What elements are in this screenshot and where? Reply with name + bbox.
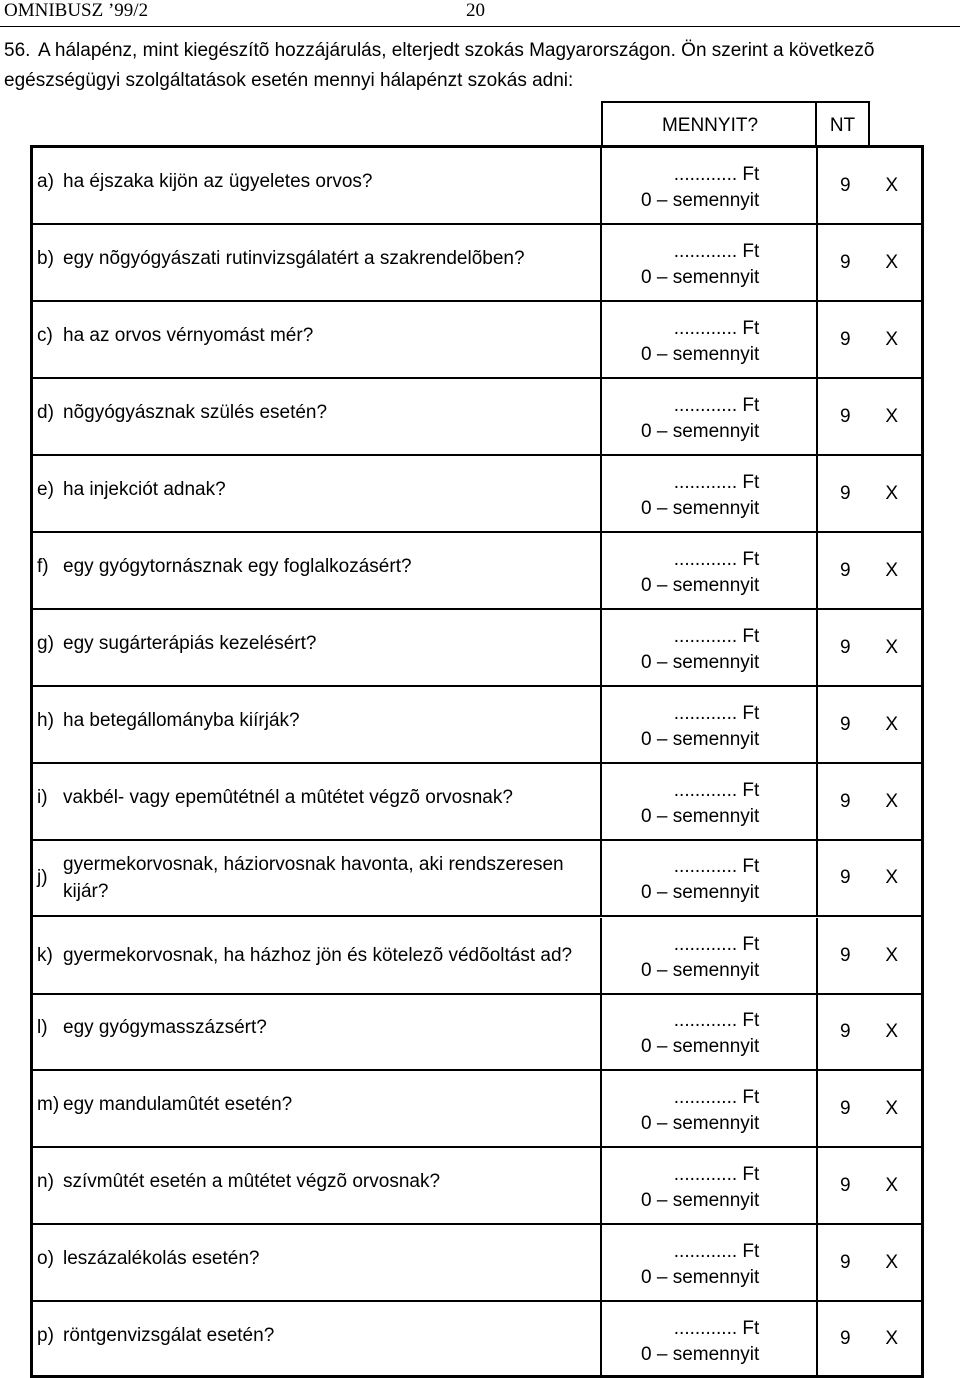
code-9[interactable]: 9 — [840, 944, 851, 966]
item-letter: m) — [37, 1094, 60, 1115]
item-label — [37, 764, 597, 839]
item-letter: k) — [37, 945, 53, 966]
column-divider — [600, 918, 602, 993]
item-letter: h) — [37, 710, 54, 731]
code-x[interactable]: X — [885, 1174, 898, 1196]
item-letter: c) — [37, 325, 53, 346]
item-label — [37, 456, 597, 531]
column-divider — [816, 1071, 818, 1146]
item-letter: f) — [37, 556, 49, 577]
code-9[interactable]: 9 — [840, 1020, 851, 1042]
item-letter: b) — [37, 248, 54, 269]
amount-field[interactable] — [641, 624, 759, 676]
amount-ft: ............ Ft — [673, 1010, 760, 1031]
header-divider — [0, 26, 960, 27]
column-divider — [600, 994, 602, 1069]
amount-ft: ............ Ft — [673, 164, 760, 185]
code-9[interactable]: 9 — [840, 713, 851, 735]
code-x[interactable]: X — [885, 559, 898, 581]
table-row — [33, 302, 921, 379]
publication-title: OMNIBUSZ ’99/2 — [4, 0, 149, 21]
column-divider — [816, 687, 818, 762]
amount-field[interactable] — [641, 1008, 759, 1060]
questionnaire-table — [30, 145, 924, 1378]
column-divider — [816, 840, 818, 915]
amount-field[interactable] — [641, 470, 759, 522]
column-divider — [816, 148, 818, 223]
code-9[interactable]: 9 — [840, 1251, 851, 1273]
item-label — [37, 1071, 597, 1146]
item-label — [37, 1302, 597, 1375]
nt-codes — [836, 1148, 916, 1223]
column-divider — [816, 610, 818, 685]
amount-zero-option[interactable]: 0 – semennyit — [641, 729, 760, 750]
amount-zero-option[interactable]: 0 – semennyit — [641, 882, 760, 903]
nt-codes — [836, 1225, 916, 1300]
amount-zero-option[interactable]: 0 – semennyit — [641, 1190, 760, 1211]
item-label — [37, 533, 597, 608]
amount-ft: ............ Ft — [673, 1318, 760, 1339]
item-text: egy mandulamûtét esetén? — [63, 1094, 293, 1115]
item-text: vakbél- vagy epemûtétnél a mûtétet végzõ orvosnak? — [63, 787, 513, 808]
amount-ft: ............ Ft — [673, 472, 760, 493]
code-x[interactable]: X — [885, 328, 898, 350]
item-text: szívmûtét esetén a mûtétet végzõ orvosnak? — [63, 1171, 441, 1192]
column-divider — [600, 533, 602, 608]
amount-ft: ............ Ft — [673, 241, 760, 262]
table-row — [33, 1148, 921, 1225]
column-header-nt: NT — [815, 101, 870, 146]
table-row — [33, 225, 921, 302]
column-divider — [600, 302, 602, 377]
item-text: egy sugárterápiás kezelésért? — [63, 633, 317, 654]
column-divider — [816, 379, 818, 454]
amount-zero-option[interactable]: 0 – semennyit — [641, 421, 760, 442]
code-x[interactable]: X — [885, 1020, 898, 1042]
table-row — [33, 148, 921, 225]
column-divider — [816, 302, 818, 377]
item-letter: i) — [37, 787, 48, 808]
amount-field[interactable] — [641, 1162, 759, 1214]
item-text: egy gyógytornásznak egy foglalkozásért? — [63, 556, 412, 577]
question-text: A hálapénz, mint kiegészítõ hozzájárulás, elterjedt szokás Magyarországon. Ön szerint a következõ egészségügyi szolgáltatások esetén mennyi hálapénzt szokás adni: — [4, 40, 875, 91]
amount-zero-option[interactable]: 0 – semennyit — [641, 498, 760, 519]
column-divider — [816, 1302, 818, 1375]
amount-field[interactable] — [641, 316, 759, 368]
code-x[interactable]: X — [885, 866, 898, 888]
nt-codes — [836, 456, 916, 531]
item-text: ha éjszaka kijön az ügyeletes orvos? — [63, 171, 373, 192]
column-divider — [816, 918, 818, 993]
code-9[interactable]: 9 — [840, 866, 851, 888]
code-x[interactable]: X — [885, 1327, 898, 1349]
item-text: leszázalékolás esetén? — [63, 1248, 260, 1269]
amount-zero-option[interactable]: 0 – semennyit — [641, 1344, 760, 1365]
column-divider — [816, 764, 818, 839]
table-row — [33, 1071, 921, 1148]
amount-field[interactable] — [641, 547, 759, 599]
table-row — [33, 456, 921, 533]
column-divider — [600, 1148, 602, 1223]
code-x[interactable]: X — [885, 790, 898, 812]
item-text: ha betegállományba kiírják? — [63, 710, 300, 731]
column-divider — [600, 610, 602, 685]
nt-codes — [836, 687, 916, 762]
amount-zero-option[interactable]: 0 – semennyit — [641, 1036, 760, 1057]
amount-ft: ............ Ft — [673, 780, 760, 801]
page-number: 20 — [466, 0, 485, 21]
nt-codes — [836, 994, 916, 1069]
column-divider — [600, 840, 602, 915]
item-letter: j) — [37, 867, 48, 888]
item-letter: a) — [37, 171, 54, 192]
code-x[interactable]: X — [885, 174, 898, 196]
amount-ft: ............ Ft — [673, 703, 760, 724]
item-label — [37, 918, 597, 993]
amount-zero-option[interactable]: 0 – semennyit — [641, 652, 760, 673]
column-divider — [600, 764, 602, 839]
item-text: röntgenvizsgálat esetén? — [63, 1325, 275, 1346]
table-row — [33, 1225, 921, 1302]
code-x[interactable]: X — [885, 251, 898, 273]
item-letter: g) — [37, 633, 54, 654]
column-divider — [816, 1148, 818, 1223]
item-label — [37, 840, 597, 915]
amount-zero-option[interactable]: 0 – semennyit — [641, 575, 760, 596]
column-divider — [600, 1302, 602, 1375]
item-label — [37, 379, 597, 454]
question-number: 56. — [4, 40, 31, 61]
code-x[interactable]: X — [885, 636, 898, 658]
table-row — [33, 994, 921, 1071]
nt-codes — [836, 379, 916, 454]
amount-zero-option[interactable]: 0 – semennyit — [641, 190, 760, 211]
nt-codes — [836, 533, 916, 608]
code-9[interactable]: 9 — [840, 790, 851, 812]
item-text: egy nõgyógyászati rutinvizsgálatért a szakrendelõben? — [63, 248, 525, 269]
item-letter: l) — [37, 1017, 48, 1038]
amount-zero-option[interactable]: 0 – semennyit — [641, 344, 760, 365]
table-row — [33, 840, 921, 917]
amount-field[interactable] — [641, 1316, 759, 1368]
table-row — [33, 610, 921, 687]
column-header-amount: MENNYIT? — [601, 101, 817, 146]
nt-codes — [836, 1071, 916, 1146]
amount-ft: ............ Ft — [673, 626, 760, 647]
amount-field[interactable] — [641, 932, 759, 984]
item-letter: o) — [37, 1248, 54, 1269]
nt-codes — [836, 1302, 916, 1375]
item-letter: e) — [37, 479, 54, 500]
code-9[interactable]: 9 — [840, 405, 851, 427]
item-label — [37, 687, 597, 762]
amount-field[interactable] — [641, 1239, 759, 1291]
item-label — [37, 1225, 597, 1300]
amount-field[interactable] — [641, 778, 759, 830]
amount-ft: ............ Ft — [673, 1241, 760, 1262]
code-9[interactable]: 9 — [840, 636, 851, 658]
column-divider — [816, 225, 818, 300]
amount-field[interactable] — [641, 1085, 759, 1137]
code-x[interactable]: X — [885, 405, 898, 427]
amount-zero-option[interactable]: 0 – semennyit — [641, 1267, 760, 1288]
column-divider — [600, 148, 602, 223]
nt-codes — [836, 148, 916, 223]
item-text: ha az orvos vérnyomást mér? — [63, 325, 314, 346]
amount-field[interactable] — [641, 162, 759, 214]
nt-codes — [836, 840, 916, 915]
amount-ft: ............ Ft — [673, 856, 760, 877]
code-x[interactable]: X — [885, 482, 898, 504]
item-letter: p) — [37, 1325, 54, 1346]
amount-ft: ............ Ft — [673, 395, 760, 416]
code-9[interactable]: 9 — [840, 251, 851, 273]
code-x[interactable]: X — [885, 944, 898, 966]
amount-field[interactable] — [641, 393, 759, 445]
item-text: gyermekorvosnak, háziorvosnak havonta, aki rendszeresen kijár? — [63, 853, 564, 902]
item-label — [37, 302, 597, 377]
column-divider — [816, 1225, 818, 1300]
column-divider — [600, 456, 602, 531]
column-divider — [816, 533, 818, 608]
code-x[interactable]: X — [885, 713, 898, 735]
code-9[interactable]: 9 — [840, 174, 851, 196]
item-label — [37, 994, 597, 1069]
code-9[interactable]: 9 — [840, 328, 851, 350]
code-x[interactable]: X — [885, 1097, 898, 1119]
amount-ft: ............ Ft — [673, 318, 760, 339]
table-row — [33, 533, 921, 610]
nt-codes — [836, 225, 916, 300]
table-row — [33, 687, 921, 764]
table-row — [33, 1302, 921, 1375]
table-row — [33, 379, 921, 456]
amount-ft: ............ Ft — [673, 549, 760, 570]
item-text: gyermekorvosnak, ha házhoz jön és kötelezõ védõoltást ad? — [63, 945, 573, 966]
amount-zero-option[interactable]: 0 – semennyit — [641, 806, 760, 827]
column-divider — [816, 994, 818, 1069]
code-x[interactable]: X — [885, 1251, 898, 1273]
item-label — [37, 1148, 597, 1223]
page-header — [0, 0, 960, 26]
amount-zero-option[interactable]: 0 – semennyit — [641, 267, 760, 288]
code-9[interactable]: 9 — [840, 1097, 851, 1119]
code-9[interactable]: 9 — [840, 482, 851, 504]
nt-codes — [836, 764, 916, 839]
code-9[interactable]: 9 — [840, 1174, 851, 1196]
nt-codes — [836, 302, 916, 377]
amount-field[interactable] — [641, 854, 759, 906]
column-divider — [600, 1071, 602, 1146]
item-text: nõgyógyásznak szülés esetén? — [63, 402, 328, 423]
item-text: ha injekciót adnak? — [63, 479, 226, 500]
amount-ft: ............ Ft — [673, 934, 760, 955]
column-divider — [600, 687, 602, 762]
question-block — [4, 36, 934, 96]
code-9[interactable]: 9 — [840, 559, 851, 581]
amount-field[interactable] — [641, 701, 759, 753]
column-divider — [600, 1225, 602, 1300]
item-text: egy gyógymasszázsért? — [63, 1017, 267, 1038]
item-label — [37, 148, 597, 223]
nt-codes — [836, 610, 916, 685]
item-label — [37, 610, 597, 685]
amount-zero-option[interactable]: 0 – semennyit — [641, 1113, 760, 1134]
item-letter: d) — [37, 402, 54, 423]
item-label — [37, 225, 597, 300]
nt-codes — [836, 918, 916, 993]
amount-ft: ............ Ft — [673, 1164, 760, 1185]
amount-zero-option[interactable]: 0 – semennyit — [641, 960, 760, 981]
amount-ft: ............ Ft — [673, 1087, 760, 1108]
amount-field[interactable] — [641, 239, 759, 291]
table-row — [33, 918, 921, 995]
item-letter: n) — [37, 1171, 54, 1192]
column-divider — [600, 225, 602, 300]
column-divider — [816, 456, 818, 531]
column-divider — [600, 379, 602, 454]
code-9[interactable]: 9 — [840, 1327, 851, 1349]
table-row — [33, 764, 921, 841]
